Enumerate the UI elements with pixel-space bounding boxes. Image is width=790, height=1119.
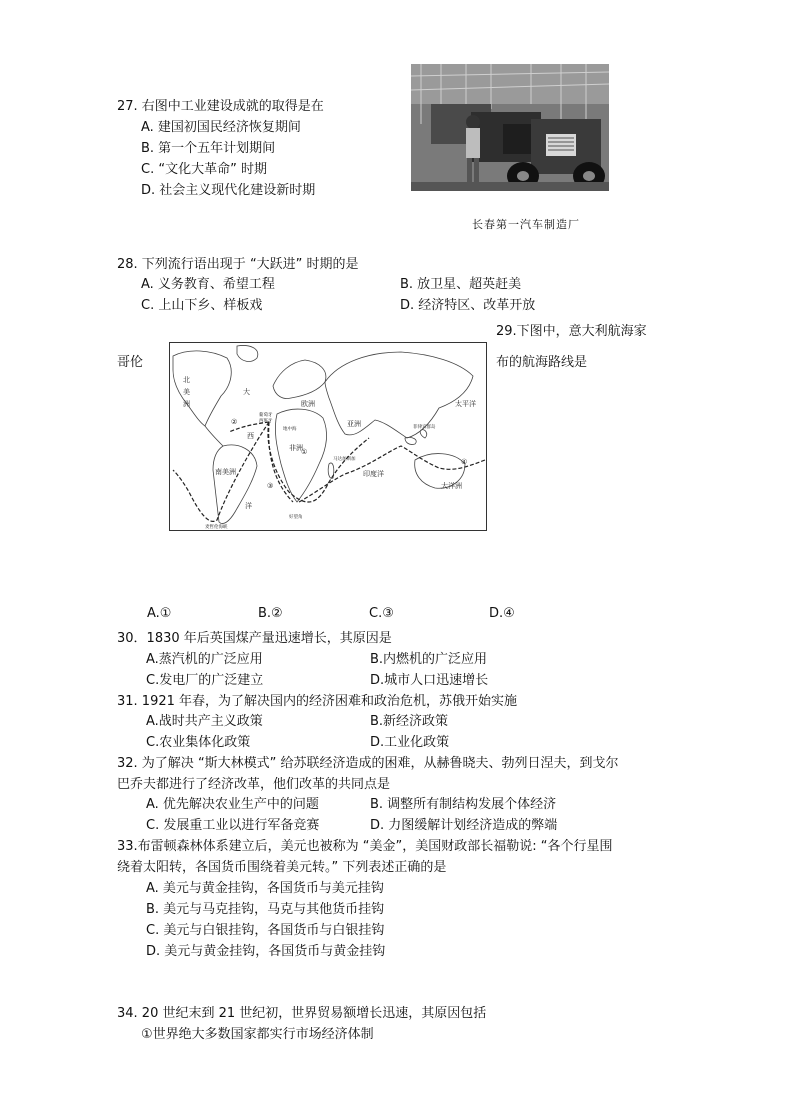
- photo-caption: 长春第一汽车制造厂: [472, 218, 580, 231]
- q28-option-c: C. 上山下乡、样板戏: [141, 298, 263, 313]
- q31-option-b: B.新经济政策: [370, 714, 449, 729]
- map-label-na3: 洲: [183, 400, 190, 408]
- factory-photo: [411, 64, 609, 191]
- map-label-yang: 洋: [245, 502, 252, 510]
- map-label-magellan: 麦哲伦海峡: [205, 525, 228, 530]
- q30-stem: 30．1830 年后英国煤产量迅速增长，其原因是: [117, 631, 392, 646]
- map-label-indian: 印度洋: [363, 470, 384, 478]
- map-label-philippines: 菲律宾群岛: [413, 425, 436, 430]
- q29-stem-part1: 29.下图中，意大利航海家: [496, 324, 647, 339]
- map-label-africa: 非洲: [289, 444, 303, 452]
- q29-stem-right: 布的航海路线是: [496, 355, 588, 370]
- map-label-madagascar: 马达加斯加: [333, 457, 356, 462]
- q31-option-a: A.战时共产主义政策: [146, 714, 263, 729]
- q33-option-d: D. 美元与黄金挂钩，各国货币与黄金挂钩: [146, 944, 386, 959]
- q33-stem-line2: 绕着太阳转，各国货币围绕着美元转。” 下列表述正确的是: [117, 860, 447, 875]
- q28-stem: 28. 下列流行语出现于 “大跃进” 时期的是: [117, 257, 359, 272]
- q29-option-d: D.④: [489, 606, 515, 621]
- map-label-na1: 北: [183, 376, 190, 384]
- map-label-oceania: 大洋洲: [441, 482, 462, 490]
- q34-stem: 34. 20 世纪末到 21 世纪初，世界贸易额增长迅速，其原因包括: [117, 1006, 487, 1021]
- map-label-spain: 西班牙: [259, 419, 273, 424]
- q32-option-a: A. 优先解决农业生产中的问题: [146, 797, 319, 812]
- map-route-4: ④: [461, 458, 468, 466]
- q31-stem: 31. 1921 年春，为了解决国内的经济困难和政治危机，苏俄开始实施: [117, 694, 518, 709]
- voyage-map: [169, 342, 487, 531]
- map-route-1: ①: [301, 448, 308, 456]
- q27-option-d: D. 社会主义现代化建设新时期: [141, 183, 316, 198]
- map-label-da: 大: [243, 388, 250, 396]
- map-route-3: ③: [267, 482, 274, 490]
- map-label-pacific: 太平洋: [455, 400, 476, 408]
- q30-option-d: D.城市人口迅速增长: [370, 673, 489, 688]
- map-label-na2: 美: [183, 388, 190, 396]
- q32-option-b: B. 调整所有制结构发展个体经济: [370, 797, 557, 812]
- q31-option-d: D.工业化政策: [370, 735, 450, 750]
- q27-option-a: A. 建国初国民经济恢复期间: [141, 120, 301, 135]
- q31-option-c: C.农业集体化政策: [146, 735, 251, 750]
- q29-stem-left: 哥伦: [117, 355, 144, 370]
- q29-option-b: B.②: [258, 606, 283, 621]
- q28-option-d: D. 经济特区、改革开放: [400, 298, 536, 313]
- q30-option-c: C.发电厂的广泛建立: [146, 673, 264, 688]
- q27-stem: 27. 右图中工业建设成就的取得是在: [117, 99, 324, 114]
- q30-option-a: A.蒸汽机的广泛应用: [146, 652, 263, 667]
- q28-option-b: B. 放卫星、超英赶美: [400, 277, 522, 292]
- q33-option-c: C. 美元与白银挂钩，各国货币与白银挂钩: [146, 923, 385, 938]
- map-label-portugal: 葡萄牙: [259, 413, 273, 418]
- q27-option-b: B. 第一个五年计划期间: [141, 141, 276, 156]
- q32-option-c: C. 发展重工业以进行军备竞赛: [146, 818, 320, 833]
- q32-stem-line2: 巴乔夫都进行了经济改革，他们改革的共同点是: [117, 777, 391, 792]
- map-label-sa: 南美洲: [215, 468, 236, 476]
- map-label-mediterranean: 地中海: [283, 427, 297, 432]
- q32-option-d: D. 力图缓解计划经济造成的弊端: [370, 818, 558, 833]
- q33-option-b: B. 美元与马克挂钩，马克与其他货币挂钩: [146, 902, 385, 917]
- map-label-cape: 好望角: [289, 515, 303, 520]
- q33-stem-line1: 33.布雷顿森林体系建立后，美元也被称为 “美金”，美国财政部长福勒说: “各个行星围: [117, 839, 613, 854]
- q34-item-1: ①世界绝大多数国家都实行市场经济体制: [141, 1027, 374, 1042]
- q33-option-a: A. 美元与黄金挂钩，各国货币与美元挂钩: [146, 881, 384, 896]
- map-label-europe: 欧洲: [301, 400, 315, 408]
- q27-option-c: C. “文化大革命” 时期: [141, 162, 267, 177]
- map-route-2: ②: [231, 418, 238, 426]
- map-label-asia: 亚洲: [347, 420, 361, 428]
- q28-option-a: A. 义务教育、希望工程: [141, 277, 275, 292]
- q29-option-c: C.③: [369, 606, 394, 621]
- q32-stem-line1: 32. 为了解决 “斯大林模式” 给苏联经济造成的困难，从赫鲁晓夫、勃列日涅夫，到戈尔: [117, 756, 619, 771]
- q29-option-a: A.①: [147, 606, 172, 621]
- map-label-xi: 西: [247, 432, 254, 440]
- q30-option-b: B.内燃机的广泛应用: [370, 652, 488, 667]
